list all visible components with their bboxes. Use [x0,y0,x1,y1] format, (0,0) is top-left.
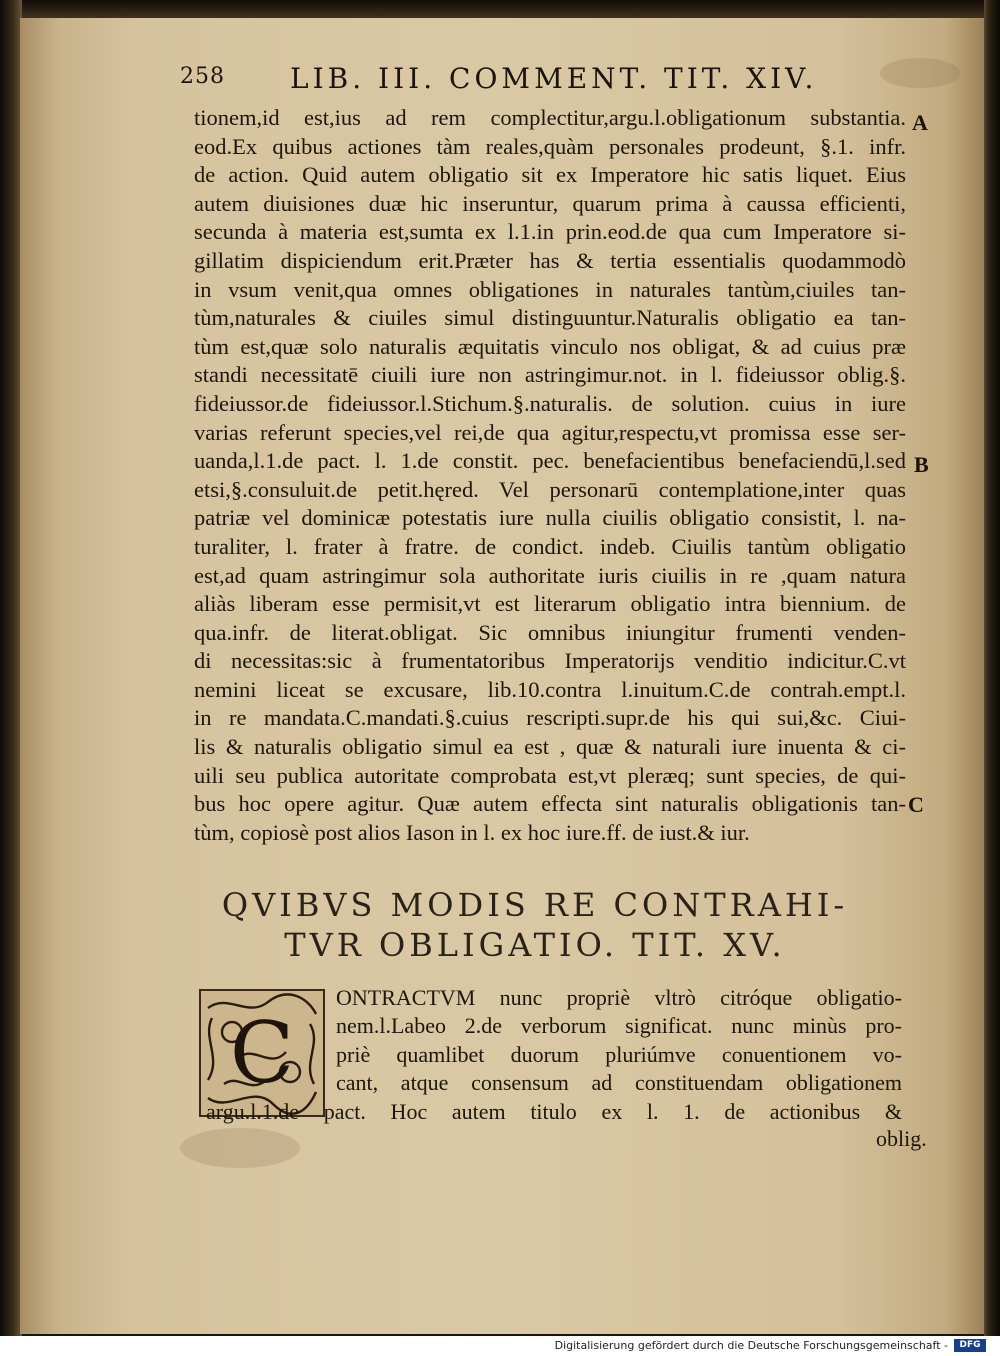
text-line: gillatim dispiciendum erit.Præter has & tertia essentialis quodammodò [194,247,906,273]
dfg-logo: DFG [954,1339,986,1352]
catchword: oblig. [876,1126,927,1151]
digitization-footer [0,1336,1000,1356]
text-line: qua.infr. de literat.obligat. Sic omnibus iniungitur frumenti venden- [194,619,906,645]
text-line: varias referunt species,vel rei,de qua agitur,respectu,vt promissa esse ser- [194,419,906,445]
text-line: patriæ vel dominicæ potestatis iure nulla ciuilis obligatio consistit, l. na- [194,505,906,531]
margin-letter-b: B [914,452,929,477]
text-line: tùm,naturales & ciuiles simul distinguuntur.Naturalis obligatio ea tan- [194,305,906,331]
text-line: turaliter, l. frater à fratre. de condict. indeb. Ciuilis tantùm obligatio [194,533,906,559]
page-number: 258 [180,64,225,89]
initial-letter: C [229,1004,295,1102]
text-line: nemini liceat se excusare, lib.10.contra l.inuitum.C.de contrah.empt.l. [194,676,906,702]
text-line: tùm, copiosè post alios Iason in l. ex hoc iure.ff. de iust.& iur. [194,819,750,845]
running-head-title: LIB. III. COMMENT. TIT. XIV. [290,62,818,95]
text-line: cant, atque consensum ad constituendam obligationem [336,1070,902,1096]
text-line: fideiussor.de fideiussor.l.Stichum.§.naturalis. de solution. cuius in iure [194,390,906,416]
paper-stain [880,58,960,88]
text-line: est,ad quam astringimur sola authoritate iuris ciuilis in re ,quam natura [194,562,906,588]
text-line: de action. Quid autem obligatio sit ex Imperatore hic satis liquet. Eius [194,162,906,188]
text-line: secunda à materia est,sumta ex l.1.in prin.eod.de qua cum Imperatore si- [194,219,906,245]
text-line: argu.l.1.de pact. Hoc autem titulo ex l. 1. de actionibus & [206,1098,902,1124]
text-line: priè quamlibet duorum pluriúmve conuentionem vo- [336,1041,902,1067]
text-line: tionem,id est,ius ad rem complectitur,argu.l.obligationum substantia. [194,105,906,130]
section-text [206,984,902,1126]
funding-credit: Digitalisierung gefördert durch die Deutsche Forschungsgemeinschaft - [554,1339,948,1352]
margin-letter-a: A [912,110,928,135]
section-title-line-1: QVIBVS MODIS RE CONTRAHI- [221,886,849,924]
text-line: uanda,l.1.de pact. l. 1.de constit. pec. benefacientibus benefaciendū,l.sed [194,448,906,474]
text-line: in re mandata.C.mandati.§.cuius rescripti.supr.de his qui sui,&c. Ciui- [194,705,906,731]
book-edge-left [0,0,22,1336]
text-line: tùm est,quæ solo naturalis æquitatis vinculo nos obligat, & ad cuius præ [194,333,906,359]
text-line: autem diuisiones duæ hic inseruntur, quarum prima à caussa efficienti, [194,190,906,216]
text-line: ONTRACTVM nunc propriè vltrò citróque obligatio- [336,985,902,1010]
text-line: in vsum venit,qua omnes obligationes in naturales tantùm,ciuiles tan- [194,276,906,302]
text-line: uili seu publica autoritate comprobata est,vt pleræq; sunt species, de qui- [194,762,906,788]
text-line: standi necessitatē ciuili iure non astringimur.not. in l. fideiussor oblig.§. [194,362,906,388]
text-line: aliàs liberam esse permisit,vt est literarum obligatio intra biennium. de [194,591,906,617]
text-line: lis & naturalis obligatio simul ea est , quæ & naturali iure inuenta & ci- [194,734,906,760]
text-line: etsi,§.consuluit.de petit.hęred. Vel personarū contemplatione,inter quas [194,476,906,502]
text-line: di necessitas:sic à frumentatoribus Imperatorijs venditio indicitur.C.vt [194,648,906,674]
text-line: nem.l.Labeo 2.de verborum significat. nunc minùs pro- [336,1013,902,1039]
section-title-line-2: TVR OBLIGATIO. TIT. XV. [284,926,786,964]
book-edge-right [984,0,1000,1336]
commentary-text [194,104,906,847]
running-header [180,62,820,102]
text-line: bus hoc opere agitur. Quæ autem effecta sint naturalis obligationis tan- [194,791,906,817]
margin-letter-c: C [908,792,924,817]
paper-stain [180,1128,300,1168]
text-line: eod.Ex quibus actiones tàm reales,quàm personales prodeunt, §.1. infr. [194,133,906,159]
